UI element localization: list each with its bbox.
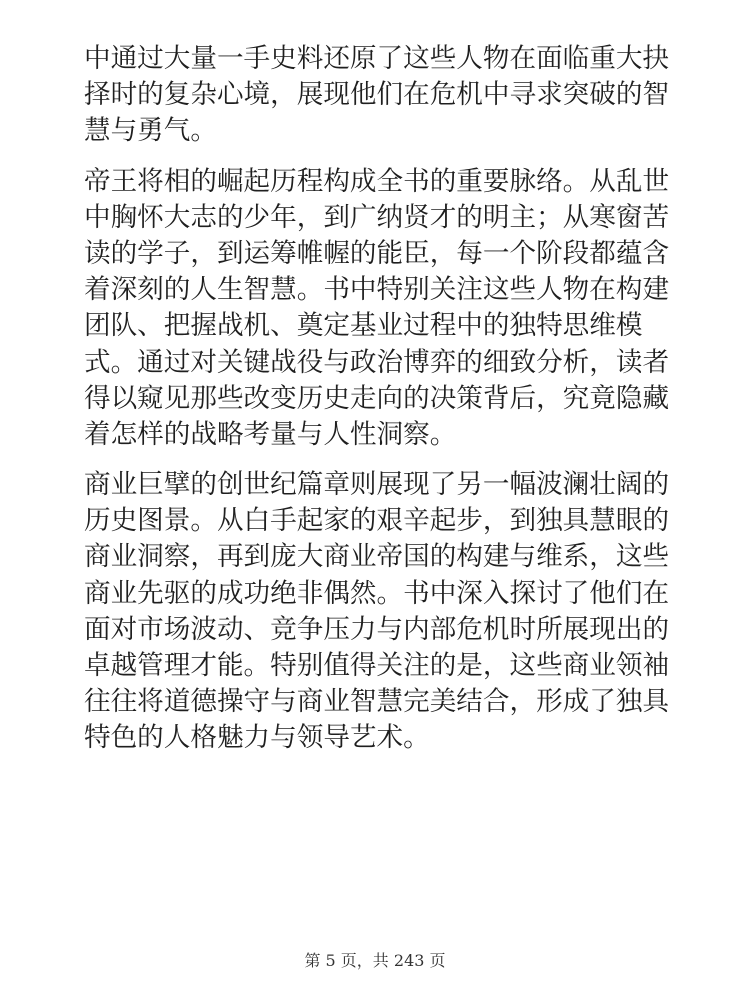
- body-text: [84, 41, 670, 771]
- text-line: 卓越管理才能。特别值得关注的是，这些商业领袖: [84, 650, 670, 681]
- text-line: 商业洞察，再到庞大商业帝国的构建与维系，这些: [84, 541, 670, 573]
- text-line: 中胸怀大志的少年，到广纳贤才的明主；从寒窗苦: [84, 201, 670, 233]
- text-line: 着深刻的人生智慧。书中特别关注这些人物在构建: [84, 274, 670, 306]
- text-line: 商业先驱的成功绝非偶然。书中深入探讨了他们在: [84, 577, 670, 609]
- text-line: 商业巨擘的创世纪篇章则展现了另一幅波澜壮阔的: [84, 469, 670, 501]
- text-line: 历史图景。从白手起家的艰辛起步，到独具慧眼的: [84, 505, 670, 537]
- text-line: 着怎样的战略考量与人性洞察。: [84, 418, 457, 450]
- text-line: 慧与勇气。: [84, 115, 217, 147]
- page-number-footer: 第 5 页，共 243 页: [304, 951, 446, 970]
- paragraph-3: [84, 467, 670, 757]
- text-line: 读的学子，到运筹帷幄的能臣，每一个阶段都蕴含: [84, 237, 670, 269]
- text-line: 面对市场波动、竞争压力与内部危机时所展现出的: [84, 613, 670, 645]
- text-line: 得以窥见那些改变历史走向的决策背后，究竟隐藏: [84, 382, 670, 414]
- text-line: 择时的复杂心境，展现他们在危机中寻求突破的智: [84, 79, 670, 111]
- text-line: 特色的人格魅力与领导艺术。: [84, 722, 430, 754]
- text-line: 帝王将相的崛起历程构成全书的重要脉络。从乱世: [84, 165, 670, 197]
- text-line: 团队、把握战机、奠定基业过程中的独特思维模: [84, 310, 643, 342]
- text-line: 往往将道德操守与商业智慧完美结合，形成了独具: [84, 686, 670, 718]
- paragraph-1: [84, 41, 670, 150]
- text-line: 中通过大量一手史料还原了这些人物在面临重大抉: [84, 43, 670, 74]
- paragraph-2: [84, 164, 670, 454]
- text-line: 式。通过对关键战役与政治博弈的细致分析，读者: [84, 346, 670, 378]
